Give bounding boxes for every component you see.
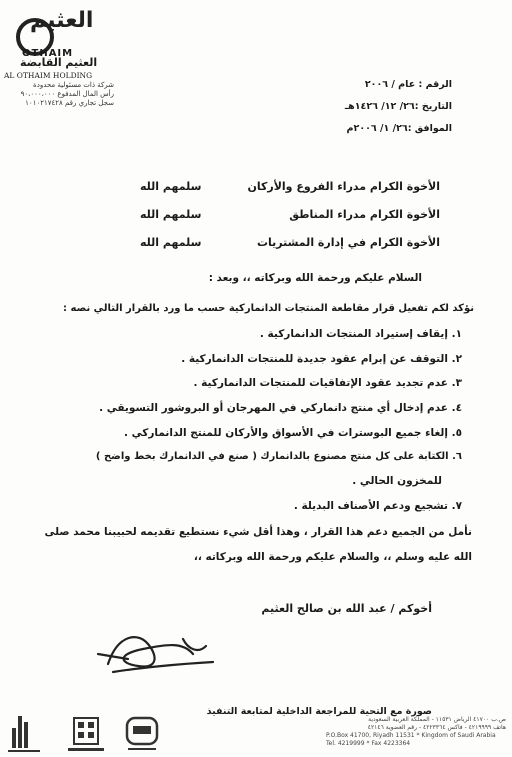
- decision-item: ٥. إلغاء جميع البوسترات في الأسواق والأركان للمنتج الدانماركي .: [124, 427, 462, 439]
- address-line: هاتف ٤٢١٩٩٩٩ - فاكس ٤٢٢٣٣٦٤ - رقم العضوية ٤٢١٤٦: [367, 724, 506, 731]
- decision-item: ٣. عدم تجديد عقود الإتفاقيات للمنتجات الدانماركية .: [193, 377, 462, 389]
- legal-line: رأس المال المدفوع ٩٠،٠٠٠،٠٠٠: [20, 90, 114, 98]
- decision-item: ١. إيقاف إستيراد المنتجات الدانماركية .: [259, 328, 462, 340]
- intro-text: نؤكد لكم تفعيل قرار مقاطعة المنتجات الدانماركية حسب ما ورد بالقرار التالي نصه :: [63, 303, 474, 314]
- closing-line: نأمل من الجميع دعم هذا القرار ، وهذا أقل شيء نستطيع تقديمه لحبيبنا محمد صلى: [44, 526, 472, 538]
- footer-logos: [4, 712, 164, 756]
- recipient-row: [140, 236, 440, 252]
- recipient-greeting: سلمهم الله: [140, 208, 202, 221]
- markets-logo-icon: [122, 712, 162, 756]
- cc-note: صورة مع التحية للمراجعة الداخلية لمتابعة التنفيذ: [206, 706, 432, 717]
- footer-address: [326, 716, 506, 748]
- decision-item-continued: للمخزون الحالي .: [352, 475, 442, 487]
- recipient-name: الأخوة الكرام في إدارة المشتريات: [256, 236, 440, 249]
- recipient-greeting: سلمهم الله: [140, 180, 202, 193]
- closing-line: الله عليه وسلم ،، والسلام عليكم ورحمة الله وبركاته ،،: [193, 551, 472, 563]
- legal-line: سجل تجاري رقم ١٠١٠٢١٧٤٢٨: [25, 99, 114, 107]
- recipient-name: الأخوة الكرام مدراء المناطق: [289, 208, 440, 221]
- logo-arabic: العثيم: [30, 8, 94, 33]
- logo-english: OTHAIM: [22, 48, 74, 59]
- address-line: ص.ب ٤١٧٠٠ الرياض ١١٥٣١ - المملكة العربية السعودية: [368, 716, 506, 723]
- address-line: Tel. 4219999 * Fax 4223364: [326, 740, 411, 747]
- recipient-name: الأخوة الكرام مدراء الفروع والأركان: [247, 180, 440, 193]
- holding-name-english: AL OTHAIM HOLDING: [4, 71, 93, 80]
- recipient-greeting: سلمهم الله: [140, 236, 202, 249]
- decision-item: ٢. التوقف عن إبرام عقود جديدة للمنتجات الدانماركية .: [181, 353, 462, 365]
- legal-line: شركة ذات مسئولية محدودة: [33, 81, 114, 89]
- real-estate-logo-icon: [66, 712, 106, 756]
- reference-number: الرقم : عام / ٢٠٠٦: [364, 79, 452, 90]
- building-logo-icon: [4, 712, 44, 756]
- holding-name-arabic: العثيم القابضة: [20, 56, 98, 69]
- decision-item: ٦. الكتابة على كل منتج مصنوع بالدانمارك ( صنع في الدانمارك بخط واضح ): [95, 451, 462, 462]
- handwritten-signature: [88, 624, 228, 684]
- salutation: السلام عليكم ورحمة الله وبركاته ،، وبعد :: [208, 272, 422, 284]
- decision-item: ٤. عدم إدخال أي منتج دانماركي في المهرجان أو البروشور التسويقي .: [99, 402, 462, 414]
- legal-info: [4, 81, 114, 108]
- address-line: P.O.Box 41700, Riyadh 11531 * Kingdom of Saudi Arabia: [326, 732, 496, 739]
- hijri-date: التاريخ :٢٦/ ١٢/ ١٤٢٦هـ: [344, 101, 452, 112]
- gregorian-date: الموافق :٢٦/ ١/ ٢٠٠٦م: [346, 123, 452, 134]
- decision-item: ٧. تشجيع ودعم الأصناف البديلة .: [293, 500, 462, 512]
- recipient-row: [140, 208, 440, 224]
- signatory-name: أخوكم / عبد الله بن صالح العثيم: [261, 602, 432, 615]
- recipient-row: [140, 180, 440, 196]
